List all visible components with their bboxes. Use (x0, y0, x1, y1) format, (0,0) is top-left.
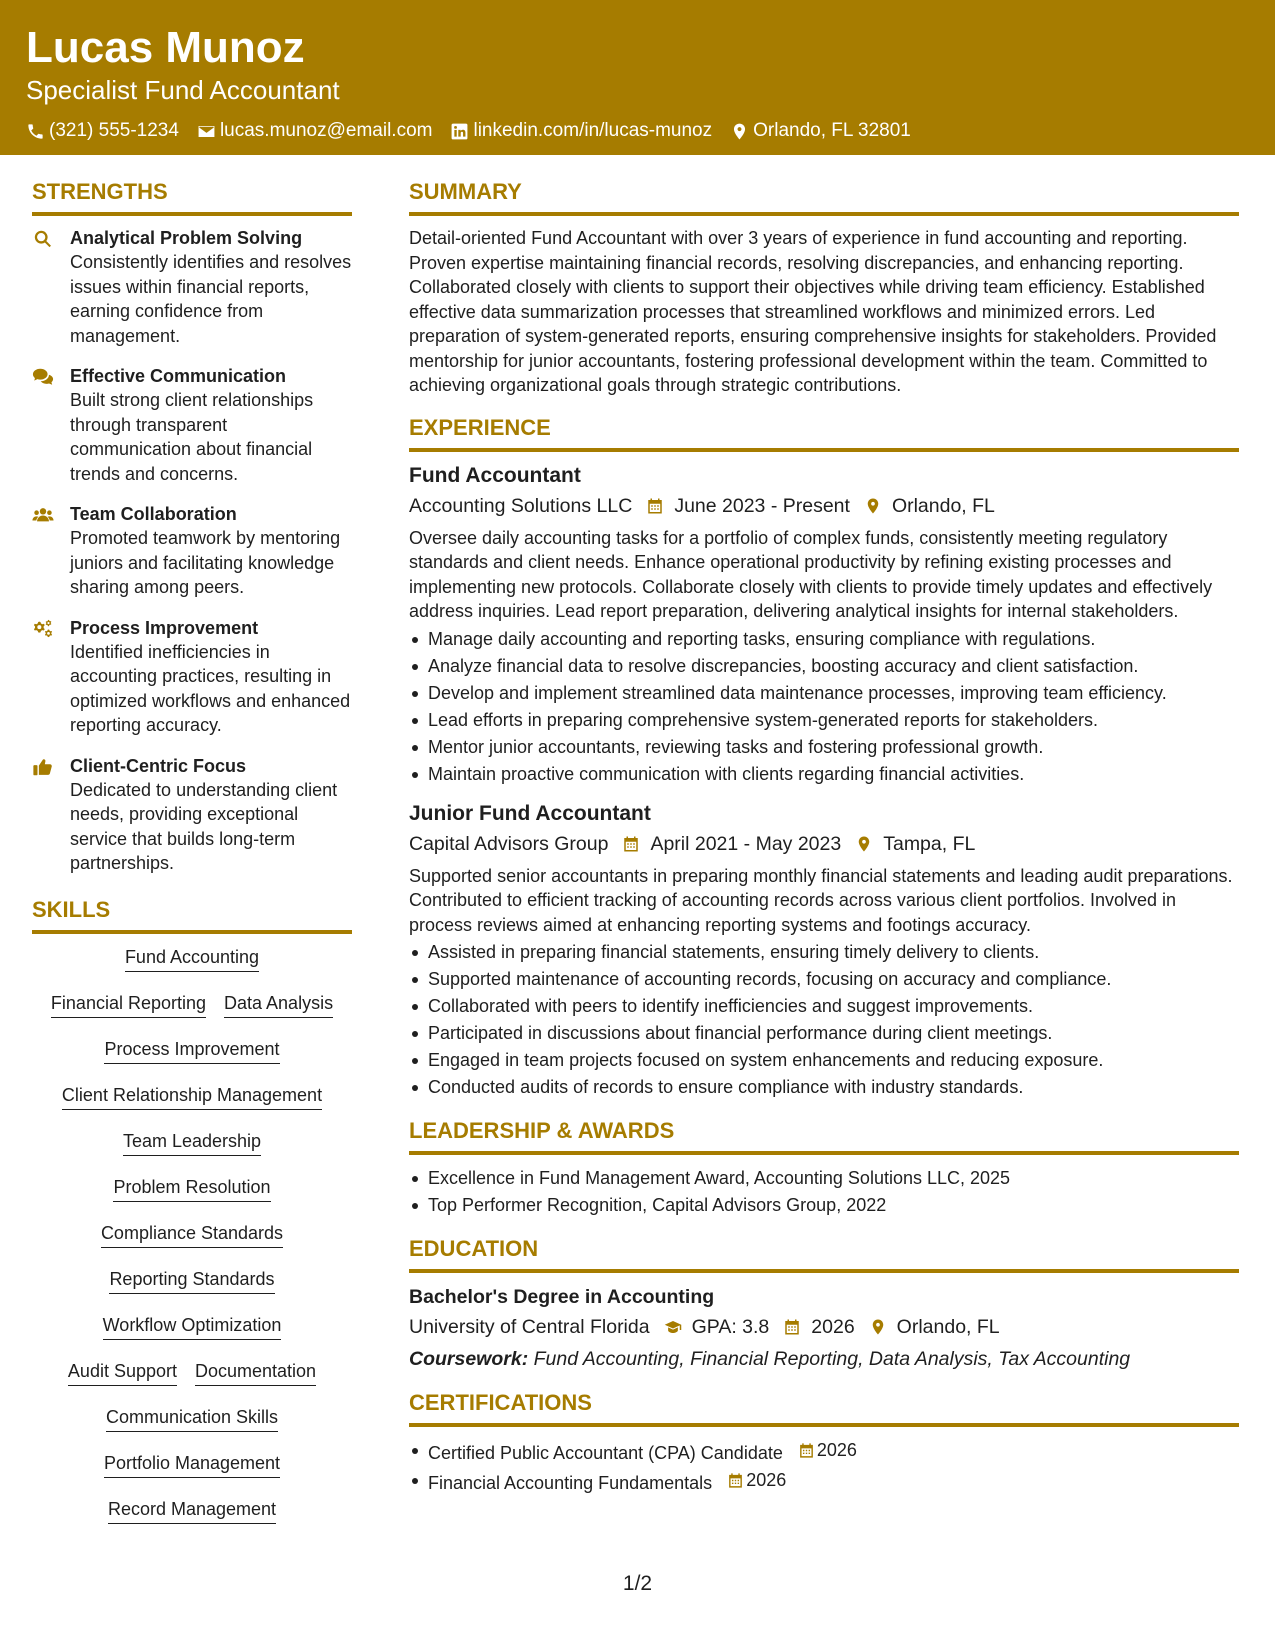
job-entry (409, 462, 1239, 788)
linkedin-text: linkedin.com/in/lucas-munoz (473, 120, 713, 141)
comments-icon (32, 366, 54, 388)
skills-list (32, 944, 352, 1542)
map-marker-icon (869, 1318, 887, 1336)
education-meta (409, 1313, 1239, 1341)
candidate-name: Lucas Munoz (26, 23, 305, 72)
list-item: Analyze financial data to resolve discrepancies, boosting accuracy and client satisfaction. (409, 653, 1239, 680)
list-item (409, 1467, 1239, 1497)
certification-year: 2026 (746, 1470, 787, 1490)
strength-item (32, 226, 352, 348)
strength-item (32, 502, 352, 600)
awards-heading: LEADERSHIP & AWARDS (409, 1117, 1239, 1155)
contact-linkedin[interactable] (450, 120, 712, 142)
map-marker-icon (864, 497, 882, 515)
skill-tag: Fund Accounting (125, 944, 259, 972)
summary-heading: SUMMARY (409, 178, 1239, 216)
company-name: Accounting Solutions LLC (409, 494, 633, 517)
strength-description: Built strong client relationships through transparent communication about financial trends and concerns. (70, 390, 314, 484)
skill-tag: Communication Skills (106, 1404, 278, 1432)
certifications-list (409, 1437, 1239, 1497)
skill-tag: Process Improvement (104, 1036, 279, 1064)
list-item: Conducted audits of records to ensure compliance with industry standards. (409, 1074, 1239, 1101)
phone-icon (26, 122, 45, 141)
skill-tag: Client Relationship Management (62, 1082, 322, 1110)
strength-description: Consistently identifies and resolves issues within financial reports, earning confidence from management. (70, 252, 352, 346)
list-item: Excellence in Fund Management Award, Accounting Solutions LLC, 2025 (409, 1165, 1239, 1192)
gears-icon (32, 618, 54, 640)
strength-description: Dedicated to understanding client needs, providing exceptional service that builds long-term partnerships. (70, 779, 338, 873)
contact-location (730, 120, 911, 142)
contact-bar (26, 120, 1249, 142)
certification-name: Financial Accounting Fundamentals (428, 1473, 713, 1493)
right-column (409, 178, 1239, 1497)
list-item: Develop and implement streamlined data maintenance processes, improving team efficiency. (409, 680, 1239, 707)
skill-tag: Problem Resolution (113, 1174, 270, 1202)
list-item (409, 1437, 1239, 1467)
degree-title: Bachelor's Degree in Accounting (409, 1286, 715, 1308)
skill-tag: Compliance Standards (101, 1220, 283, 1248)
job-meta (409, 492, 1239, 520)
contact-email[interactable] (197, 120, 433, 142)
graduation-cap-icon (664, 1318, 682, 1336)
strength-description: Identified inefficiencies in accounting practices, resulting in optimized workflows and enhanced reporting accuracy. (70, 641, 351, 735)
skill-tag: Audit Support (68, 1358, 177, 1386)
skill-tag: Financial Reporting (51, 990, 206, 1018)
list-item: Supported maintenance of accounting records, focusing on accuracy and compliance. (409, 966, 1239, 993)
search-icon (32, 228, 54, 250)
school-name: University of Central Florida (409, 1316, 650, 1338)
list-item: Collaborated with peers to identify inefficiencies and suggest improvements. (409, 993, 1239, 1020)
skill-tag: Team Leadership (123, 1128, 261, 1156)
strength-title: Process Improvement (70, 617, 259, 638)
skill-tag: Workflow Optimization (103, 1312, 282, 1340)
list-item: Participated in discussions about financial performance during client meetings. (409, 1020, 1239, 1047)
location-text: Orlando, FL 32801 (753, 120, 911, 141)
coursework (409, 1345, 1239, 1373)
education-heading: EDUCATION (409, 1235, 1239, 1273)
strength-item (32, 754, 352, 876)
job-description: Supported senior accountants in preparing monthly financial statements and leading audit preparations. Contributed to efficient tracking of accounting records across various client portfolios. Involved in process reviews aimed at enhancing reporting systems and footings accuracy. (409, 865, 1233, 935)
job-location: Orlando, FL (891, 494, 995, 517)
summary-text: Detail-oriented Fund Accountant with over 3 years of experience in fund accounting and reporting. Proven expertise maintaining financial records, resolving discrepancies, and enhancing reporting. Collaborated closely with clients to support their objectives while driving team efficiency. Established effective data summarization processes that streamlined workflows and minimized errors. Led preparation of system-generated reports, ensuring comprehensive insights for stakeholders. Provided mentorship for junior accountants, fostering professional development within the team. Committed to achieving organizational goals through strategic contributions. (409, 228, 1217, 395)
envelope-icon (197, 122, 216, 141)
experience-heading: EXPERIENCE (409, 414, 1239, 452)
calendar-icon (727, 1472, 744, 1489)
calendar-icon (798, 1442, 815, 1459)
gpa-text: GPA: 3.8 (691, 1316, 770, 1338)
certification-year: 2026 (816, 1440, 857, 1460)
email-text: lucas.munoz@email.com (219, 120, 433, 141)
coursework-text: Fund Accounting, Financial Reporting, Data Analysis, Tax Accounting (533, 1348, 1131, 1370)
skill-tag: Reporting Standards (109, 1266, 274, 1294)
strength-description: Promoted teamwork by mentoring juniors and facilitating knowledge sharing among peers. (70, 528, 341, 597)
strength-title: Team Collaboration (70, 504, 237, 524)
job-dates: June 2023 - Present (674, 494, 850, 517)
skill-tag: Portfolio Management (104, 1450, 280, 1478)
strength-title: Effective Communication (70, 366, 287, 386)
calendar-icon (783, 1318, 801, 1336)
job-title: Junior Fund Accountant (409, 801, 651, 825)
awards-list (409, 1165, 1239, 1219)
job-bullets (409, 939, 1239, 1101)
list-item: Engaged in team projects focused on system enhancements and reducing exposure. (409, 1047, 1239, 1074)
company-name: Capital Advisors Group (409, 832, 609, 855)
list-item: Maintain proactive communication with clients regarding financial activities. (409, 761, 1239, 788)
strength-item (32, 364, 352, 486)
skills-heading: SKILLS (32, 896, 352, 934)
skill-tag: Data Analysis (224, 990, 333, 1018)
job-entry (409, 800, 1239, 1102)
left-column (32, 178, 352, 1542)
certifications-heading: CERTIFICATIONS (409, 1389, 1239, 1427)
calendar-icon (622, 835, 640, 853)
list-item: Assisted in preparing financial statements, ensuring timely delivery to clients. (409, 939, 1239, 966)
thumbs-up-icon (32, 756, 54, 778)
list-item: Lead efforts in preparing comprehensive system-generated reports for stakeholders. (409, 707, 1239, 734)
job-location: Tampa, FL (883, 832, 976, 855)
users-icon (32, 504, 54, 526)
strengths-heading: STRENGTHS (32, 178, 352, 216)
graduation-year: 2026 (811, 1316, 855, 1338)
job-meta (409, 830, 1239, 858)
linkedin-icon (450, 122, 469, 141)
job-description: Oversee daily accounting tasks for a portfolio of complex funds, consistently meeting regulatory standards and client needs. Enhance operational productivity by refining existing processes and implementing new protocols. Collaborate closely with clients to provide timely updates and effectively address inquiries. Lead report preparation, delivering analytical insights for internal stakeholders. (409, 527, 1213, 621)
skill-tag: Record Management (108, 1496, 276, 1524)
coursework-label: Coursework: (409, 1348, 529, 1370)
school-location: Orlando, FL (896, 1316, 1000, 1338)
contact-phone[interactable] (26, 120, 179, 142)
map-marker-icon (855, 835, 873, 853)
page-number: 1/2 (622, 1572, 653, 1595)
map-marker-icon (730, 122, 749, 141)
list-item: Mentor junior accountants, reviewing tasks and fostering professional growth. (409, 734, 1239, 761)
strength-title: Client-Centric Focus (70, 755, 247, 776)
strength-item (32, 616, 352, 738)
phone-text: (321) 555-1234 (49, 120, 179, 141)
skill-tag: Documentation (195, 1358, 316, 1386)
job-bullets (409, 626, 1239, 788)
certification-name: Certified Public Accountant (CPA) Candidate (428, 1443, 783, 1463)
list-item: Manage daily accounting and reporting tasks, ensuring compliance with regulations. (409, 626, 1239, 653)
job-title: Fund Accountant (409, 463, 581, 487)
job-dates: April 2021 - May 2023 (650, 832, 842, 855)
list-item: Top Performer Recognition, Capital Advisors Group, 2022 (409, 1192, 1239, 1219)
calendar-icon (646, 497, 664, 515)
strength-title: Analytical Problem Solving (70, 228, 303, 248)
resume-header (0, 0, 1275, 155)
candidate-title: Specialist Fund Accountant (26, 75, 340, 105)
